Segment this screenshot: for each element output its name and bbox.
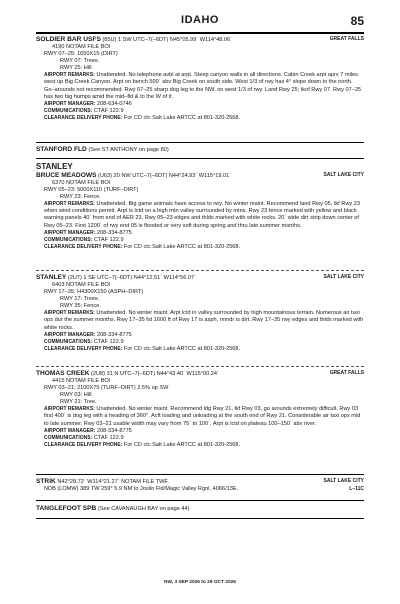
clearance: For CD ctc Salt Lake ARTCC at 801-320-2568. xyxy=(123,345,241,352)
dashed-divider xyxy=(36,270,364,271)
remarks: Unattended. No winter maint. Arpt lctd in valley surrounded by high mountainous terrain. Numerous air taxi ops dur the summer months. Rwy 17–35 fst 1600 ft of Rwy 17 is asph, rmndr is dirt. Rwy 17–35 rwy edges and thlds marked with white rocks. xyxy=(44,310,364,331)
clearance: For CD ctc Salt Lake ARTCC at 801-320-2568. xyxy=(123,243,241,250)
remarks-label: AIRPORT REMARKS: xyxy=(44,310,95,317)
header-rule xyxy=(36,32,364,34)
runway: RWY 03–21: 2100X75 (TURF–DIRT) 2.5% up SW xyxy=(44,385,169,392)
runway-end: RWY 17: Trees. xyxy=(60,296,100,303)
manager-label: AIRPORT MANAGER: xyxy=(44,331,96,338)
remarks-label: AIRPORT REMARKS: xyxy=(44,406,95,413)
runway-end: RWY 07: Trees. xyxy=(60,58,100,65)
airport-location: (85U) 1 SW UTC–7(–6DT) N45°05.99´ W114°48.06´ xyxy=(102,37,233,43)
page-header xyxy=(0,14,400,28)
cross-reference: (See ST ANTHONY on page 80) xyxy=(88,147,169,153)
sectional: SALT LAKE CITY xyxy=(323,478,364,484)
manager-label: AIRPORT MANAGER: xyxy=(44,229,96,236)
dashed-divider xyxy=(36,366,364,367)
chart-ref: L–11C xyxy=(349,486,364,492)
remarks: Unattended. No winter maint. Recommend ldg Rwy 21, tkf Rwy 03, go arounds extremely difficult. Rwy 03 first 400´ is dog leg with a heading of 360°. Acft loading and unloading at the south end of Rwy 21. Considerable air taxi ops mid to late summer. Rwy 03–21 usable width may vary from 75´ to 100´. Arpt is lctd on plateau 100–150´ abv river. xyxy=(44,406,361,427)
airport-name: STANLEY xyxy=(36,274,67,281)
divider xyxy=(36,158,364,159)
airport-location: (U63) 20 NW UTC–7(–6DT) N44°24.93´ W115°19.01´ xyxy=(98,173,232,179)
airport-name: STANFORD FLD xyxy=(36,146,87,153)
manager-phone: 208-334-8775 xyxy=(96,229,132,236)
page-number: 85 xyxy=(350,14,364,28)
comm-label: COMMUNICATIONS: xyxy=(44,107,93,114)
remarks: Unattended. No telephone avbl at arpt. Steep canyon walls in all directions. Cabin Creek arpt aprx 7 miles west up Big Creek Canyon. Arpt on bench 500´ abv Big Creek on south side. West 1/3 of rwy has 4° slope down to the north. Go–arounds not recommended. Rwy 07–25 sharp dog leg to the NW, on west 1/3 of rwy. Land Rwy 25; tkof Rwy 07. Rwy 07–25 has two big humps amid the mid–fld & to the W of it. xyxy=(44,72,362,100)
state-title: IDAHO xyxy=(181,14,219,26)
runway-end: RWY 23: Fence. xyxy=(60,194,101,201)
comm-label: COMMUNICATIONS: xyxy=(44,434,93,441)
comm: CTAF 122.9 xyxy=(93,236,124,243)
airport-location: (2U8) 31 N UTC–7(–6DT) N44°43.40´ W115°00.24´ xyxy=(91,371,219,377)
navaid-location: N42°28.72´ W114°21.27´ NOTAM FILE TWF. xyxy=(57,479,169,485)
ndb-info: NDB (LOMW) 389 TW 259° 5.9 NM to Joslin Fld/Magic Valley Rgnl. 4066/13E. xyxy=(44,486,239,492)
remarks-label: AIRPORT REMARKS: xyxy=(44,72,95,79)
manager-phone: 208-334-8775 xyxy=(96,331,132,338)
comm-label: COMMUNICATIONS: xyxy=(44,236,93,243)
cross-reference: (See CAVANAUGH BAY on page 44) xyxy=(97,506,190,512)
elevation: 6403 NOTAM FILE BOI xyxy=(52,282,111,288)
comm: CTAF 122.9 xyxy=(93,434,124,441)
runway: RWY 05–23: 5000X110 (TURF–DIRT) xyxy=(44,187,139,194)
runway-end: RWY 35: Fence. xyxy=(60,303,101,310)
runway-end: RWY 25: Hill. xyxy=(60,65,94,72)
manager-phone: 208-334-8775 xyxy=(96,427,132,434)
airport-name: THOMAS CREEK xyxy=(36,370,90,377)
clearance: For CD ctc Salt Lake ARTCC at 801-320-2568. xyxy=(123,441,241,448)
elevation: 4190 NOTAM FILE BOI xyxy=(52,44,111,50)
manager-label: AIRPORT MANAGER: xyxy=(44,427,96,434)
comm-label: COMMUNICATIONS: xyxy=(44,338,93,345)
clearance-label: CLEARANCE DELIVERY PHONE: xyxy=(44,441,123,448)
divider xyxy=(36,500,364,501)
sectional: SALT LAKE CITY xyxy=(323,172,364,178)
runway-end: RWY 03: Hill. xyxy=(60,392,94,399)
airport-location: (2U7) 1 SE UTC–7(–6DT) N44°12.51´ W114°56.07´ xyxy=(67,275,196,281)
comm: CTAF 122.9 xyxy=(93,338,124,345)
divider xyxy=(36,142,364,143)
airport-name: SOLDIER BAR USFS xyxy=(36,36,101,43)
airport-thomas-creek xyxy=(36,370,364,449)
remarks: Unattended. Big game animals have access to rwy. No winter maint. Recommend land Rwy 05, tkf Rwy 23 when wind conditions permit. Arpt is lctd on a high mtn valley surrounded by mtns. Rwy 23 fence marked with yellow and black warning panels 40´ from end of AER 23. Rwy 05–23 edges and thlds marked with white rocks. 20´ wide dirt strip down center of Rwy 05–23. First 1200´ of rwy end 05 is flooded or very soft during spring and thru late summer months. xyxy=(44,201,360,229)
clearance-label: CLEARANCE DELIVERY PHONE: xyxy=(44,243,123,250)
airport-soldier-bar xyxy=(36,36,364,122)
airport-name: BRUCE MEADOWS xyxy=(36,172,97,179)
elevation: 4415 NOTAM FILE BOI xyxy=(52,378,111,384)
sectional: GREAT FALLS xyxy=(329,370,364,376)
elevation: 6370 NOTAM FILE BOI xyxy=(52,180,111,186)
clearance: For CD ctc Salt Lake ARTCC at 801-320-2568. xyxy=(123,114,241,121)
city-heading: STANLEY xyxy=(36,162,73,171)
navaid-strik xyxy=(36,478,364,498)
runway: RWY 17–35: H4300X150 (ASPH–DIRT) xyxy=(44,289,144,296)
manager-label: AIRPORT MANAGER: xyxy=(44,100,96,107)
navaid-name: STRIK xyxy=(36,478,56,485)
clearance-label: CLEARANCE DELIVERY PHONE: xyxy=(44,114,123,121)
sectional: GREAT FALLS xyxy=(329,36,364,42)
airport-name: TANGLEFOOT SPB xyxy=(36,505,97,512)
divider xyxy=(36,518,364,519)
airport-bruce-meadows xyxy=(36,172,364,251)
airport-stanley xyxy=(36,274,364,353)
airport-tanglefoot xyxy=(36,505,364,513)
clearance-label: CLEARANCE DELIVERY PHONE: xyxy=(44,345,123,352)
remarks-label: AIRPORT REMARKS: xyxy=(44,201,95,208)
runway-end: RWY 21: Tree. xyxy=(60,399,97,406)
divider xyxy=(36,474,364,475)
footer-effective-dates: NW, 3 SEP 2026 to 29 OCT 2026 xyxy=(164,580,236,585)
sectional: SALT LAKE CITY xyxy=(323,274,364,280)
comm: CTAF 122.9 xyxy=(93,107,124,114)
runway: RWY 07–25: 1650X15 (DIRT) xyxy=(44,51,118,58)
manager-phone: 208-634-0746 xyxy=(96,100,132,107)
airport-stanford xyxy=(36,146,364,154)
